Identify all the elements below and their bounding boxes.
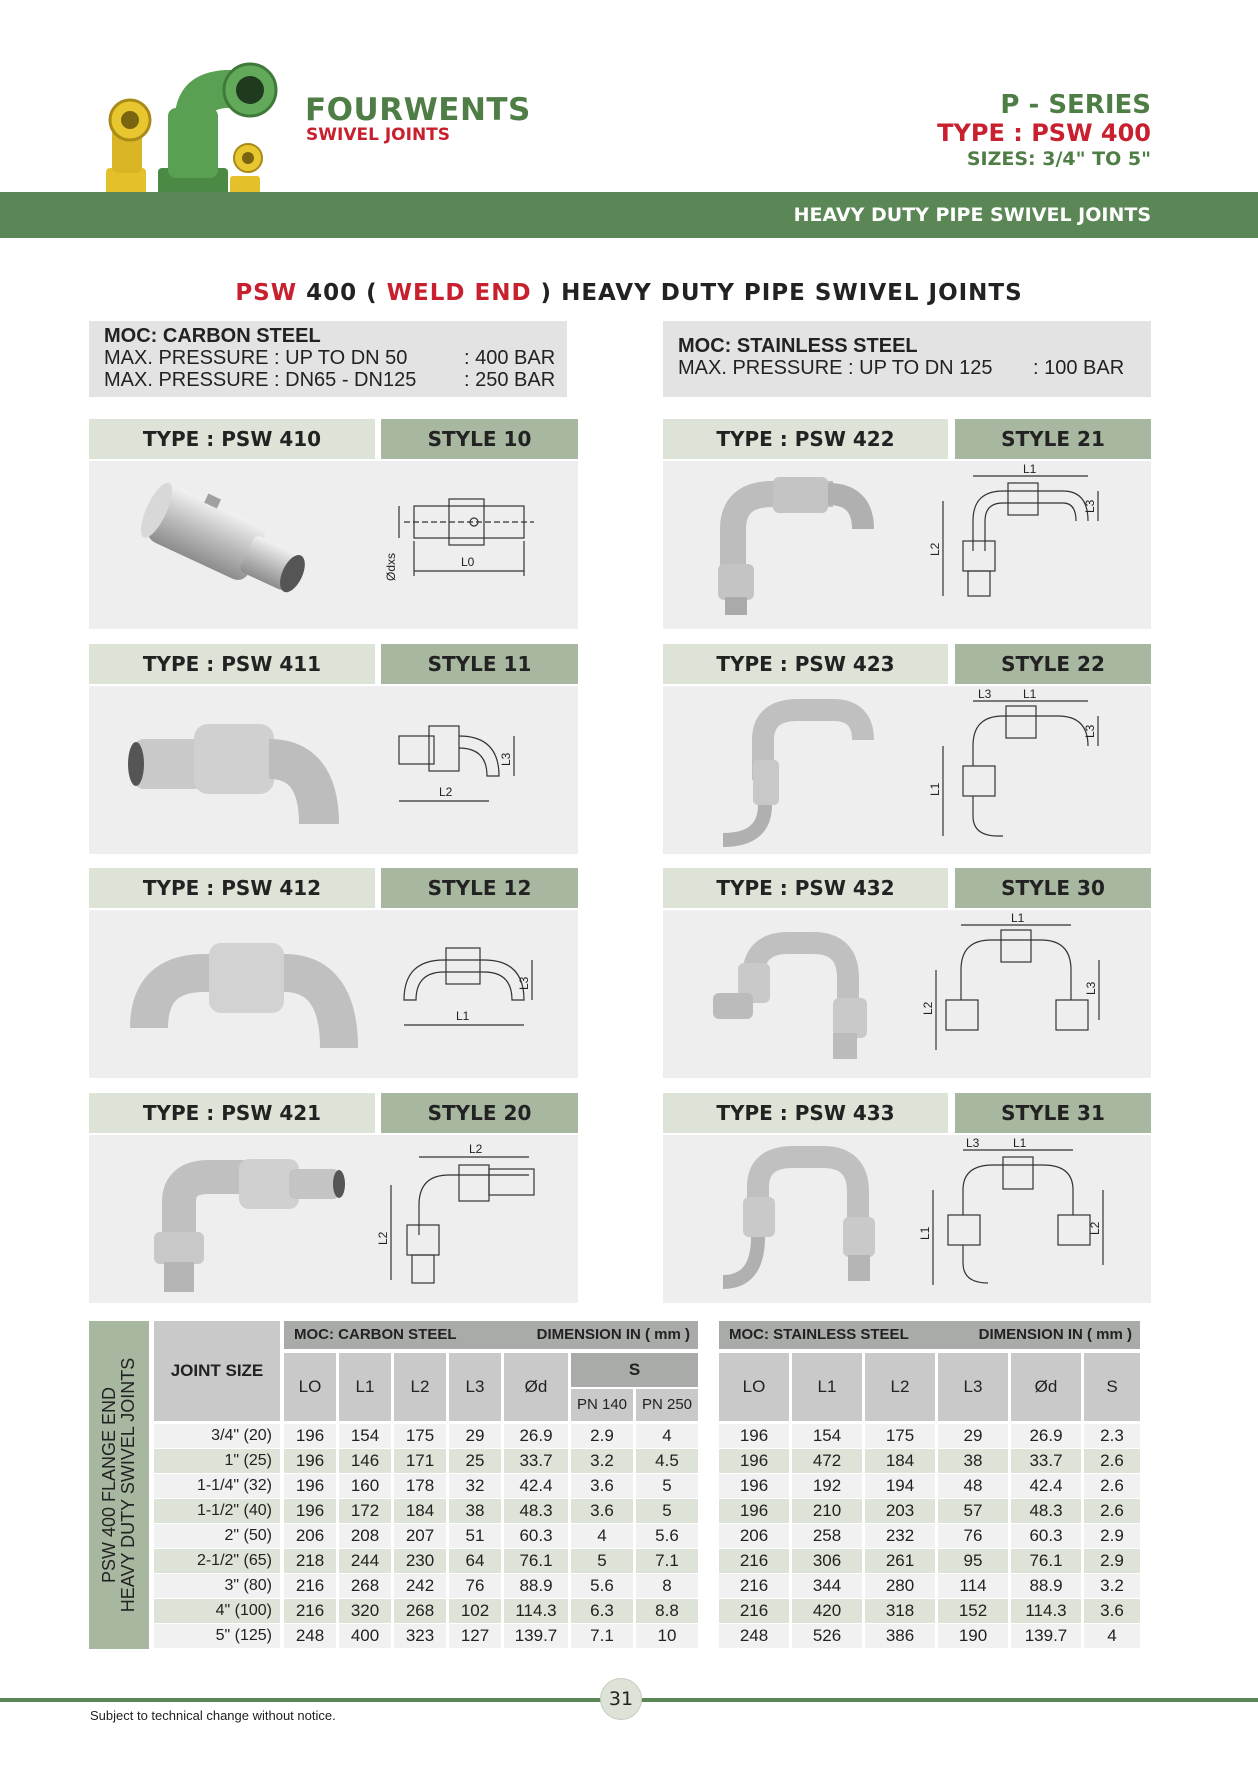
carbon-value-cell: 5 [571,1549,633,1573]
dimension-label: L3 [966,1136,980,1150]
carbon-value-cell: 178 [394,1474,446,1498]
stainless-value-cell: 2.9 [1084,1524,1140,1548]
carbon-col-header: L2 [394,1353,446,1421]
moc-stainless-row1-value: : 100 BAR [1033,357,1125,379]
carbon-value-cell: 7.1 [571,1624,633,1648]
joint-size-cell: 4" (100) [154,1599,280,1623]
stainless-value-cell: 196 [719,1424,789,1448]
carbon-value-cell: 4 [636,1424,698,1448]
s-sub-header: PN 140 [571,1389,633,1421]
dimension-label: L2 [469,1142,483,1156]
carbon-value-cell: 160 [339,1474,391,1498]
carbon-value-cell: 139.7 [504,1624,568,1648]
stainless-value-cell: 95 [938,1549,1008,1573]
stainless-col-header: L2 [865,1353,935,1421]
panel-style-label: STYLE 31 [955,1093,1151,1133]
stainless-dimension-unit: DIMENSION IN ( mm ) [978,1326,1132,1343]
stainless-value-cell: 306 [792,1549,862,1573]
title-part-rest: ) HEAVY DUTY PIPE SWIVEL JOINTS [531,280,1023,306]
carbon-value-cell: 29 [449,1424,501,1448]
dimension-label: L1 [1013,1136,1027,1150]
carbon-value-cell: 33.7 [504,1449,568,1473]
moc-stainless-heading: MOC: STAINLESS STEEL [678,335,918,357]
stainless-value-cell: 318 [865,1599,935,1623]
stainless-value-cell: 60.3 [1011,1524,1081,1548]
header-band-text: HEAVY DUTY PIPE SWIVEL JOINTS [793,204,1151,226]
joint-size-cell: 2" (50) [154,1524,280,1548]
moc-carbon-heading: MOC: CARBON STEEL [104,325,321,347]
carbon-value-cell: 154 [339,1424,391,1448]
dimension-label: Ødxs [384,552,398,581]
panel-type-label: TYPE : PSW 421 [89,1093,375,1133]
stainless-value-cell: 33.7 [1011,1449,1081,1473]
dimension-label: L1 [928,782,942,796]
series-sizes: SIZES: 3/4" TO 5" [966,148,1151,170]
stainless-value-cell: 192 [792,1474,862,1498]
stainless-value-cell: 2.9 [1084,1549,1140,1573]
carbon-value-cell: 25 [449,1449,501,1473]
technical-drawing [384,481,549,601]
carbon-value-cell: 268 [394,1599,446,1623]
stainless-value-cell: 216 [719,1549,789,1573]
carbon-value-cell: 216 [284,1599,336,1623]
stainless-value-cell: 152 [938,1599,1008,1623]
dimension-label: L0 [461,555,475,569]
carbon-value-cell: 38 [449,1499,501,1523]
carbon-value-cell: 206 [284,1524,336,1548]
stainless-value-cell: 420 [792,1599,862,1623]
stainless-col-header: L3 [938,1353,1008,1421]
dimension-label: L2 [439,785,453,799]
carbon-value-cell: 4.5 [636,1449,698,1473]
panel-body [89,1135,578,1303]
carbon-value-cell: 5 [636,1474,698,1498]
moc-stainless-row1-label: MAX. PRESSURE : UP TO DN 125 [678,357,993,379]
stainless-value-cell: 3.2 [1084,1574,1140,1598]
dimension-label: L1 [456,1009,470,1023]
carbon-value-cell: 248 [284,1624,336,1648]
product-photo [139,1137,359,1297]
stainless-value-cell: 139.7 [1011,1624,1081,1648]
stainless-value-cell: 196 [719,1499,789,1523]
panel-type-label: TYPE : PSW 411 [89,644,375,684]
stainless-value-cell: 190 [938,1624,1008,1648]
carbon-value-cell: 207 [394,1524,446,1548]
carbon-value-cell: 42.4 [504,1474,568,1498]
panel-type-label: TYPE : PSW 423 [663,644,948,684]
moc-carbon-row2-label: MAX. PRESSURE : DN65 - DN125 [104,369,417,391]
stainless-value-cell: 203 [865,1499,935,1523]
dimension-label: L2 [376,1231,390,1245]
brand-subtitle: SWIVEL JOINTS [306,125,451,145]
carbon-value-cell: 323 [394,1624,446,1648]
stainless-value-cell: 184 [865,1449,935,1473]
carbon-value-cell: 4 [571,1524,633,1548]
carbon-value-cell: 196 [284,1449,336,1473]
technical-drawing [389,706,549,826]
carbon-value-cell: 10 [636,1624,698,1648]
carbon-value-cell: 5.6 [636,1524,698,1548]
panel-style-label: STYLE 21 [955,419,1151,459]
panel-style-label: STYLE 11 [381,644,578,684]
joint-size-cell: 2-1/2" (65) [154,1549,280,1573]
carbon-value-cell: 3.6 [571,1474,633,1498]
panel-style-label: STYLE 12 [381,868,578,908]
stainless-value-cell: 175 [865,1424,935,1448]
carbon-value-cell: 26.9 [504,1424,568,1448]
carbon-value-cell: 5.6 [571,1574,633,1598]
joint-size-cell: 1-1/2" (40) [154,1499,280,1523]
stainless-value-cell: 261 [865,1549,935,1573]
moc-carbon-row1-label: MAX. PRESSURE : UP TO DN 50 [104,347,408,369]
panel-type-label: TYPE : PSW 422 [663,419,948,459]
carbon-value-cell: 244 [339,1549,391,1573]
carbon-value-cell: 242 [394,1574,446,1598]
carbon-value-cell: 114.3 [504,1599,568,1623]
stainless-value-cell: 472 [792,1449,862,1473]
stainless-value-cell: 280 [865,1574,935,1598]
stainless-value-cell: 48.3 [1011,1499,1081,1523]
stainless-value-cell: 154 [792,1424,862,1448]
panel-body [663,686,1151,854]
title-part-400: 400 ( [297,280,387,306]
stainless-value-cell: 38 [938,1449,1008,1473]
series-title: P - SERIES [1000,90,1151,120]
stainless-value-cell: 42.4 [1011,1474,1081,1498]
product-photo [703,918,903,1068]
stainless-value-cell: 29 [938,1424,1008,1448]
carbon-value-cell: 64 [449,1549,501,1573]
stainless-col-header: L1 [792,1353,862,1421]
carbon-value-cell: 196 [284,1499,336,1523]
dimension-label: L1 [918,1226,932,1240]
dimension-label: L3 [1084,981,1098,995]
joint-size-cell: 5" (125) [154,1624,280,1648]
panel-type-label: TYPE : PSW 412 [89,868,375,908]
technical-drawing [921,910,1111,1070]
joint-size-cell: 1-1/4" (32) [154,1474,280,1498]
title-part-psw: PSW [235,280,298,306]
carbon-value-cell: 216 [284,1574,336,1598]
carbon-value-cell: 2.9 [571,1424,633,1448]
joint-size-header: JOINT SIZE [154,1321,280,1421]
moc-stainless-box [663,321,1151,397]
panel-body [663,461,1151,629]
stainless-value-cell: 216 [719,1574,789,1598]
moc-carbon-row2-value: : 250 BAR [464,369,556,391]
carbon-value-cell: 8 [636,1574,698,1598]
carbon-col-header: L1 [339,1353,391,1421]
table-side-label-line2: HEAVY DUTY SWIVEL JOINTS [118,1357,138,1613]
page-title [0,280,1258,306]
stainless-value-cell: 114 [938,1574,1008,1598]
panel-body [89,686,578,854]
stainless-value-cell: 196 [719,1449,789,1473]
stainless-value-cell: 76 [938,1524,1008,1548]
title-part-weld-end: WELD END [386,280,532,306]
carbon-value-cell: 88.9 [504,1574,568,1598]
stainless-value-cell: 232 [865,1524,935,1548]
carbon-value-cell: 172 [339,1499,391,1523]
stainless-value-cell: 194 [865,1474,935,1498]
technical-drawing [923,461,1103,621]
stainless-value-cell: 526 [792,1624,862,1648]
stainless-col-header: LO [719,1353,789,1421]
stainless-value-cell: 210 [792,1499,862,1523]
carbon-dimension-unit: DIMENSION IN ( mm ) [536,1326,690,1343]
product-photo [124,694,344,844]
carbon-value-cell: 230 [394,1549,446,1573]
panel-psw-422 [663,419,1151,629]
panel-type-label: TYPE : PSW 433 [663,1093,948,1133]
dimension-label: L3 [978,687,992,701]
product-photo [129,469,329,619]
carbon-value-cell: 7.1 [636,1549,698,1573]
stainless-value-cell: 3.6 [1084,1599,1140,1623]
panel-style-label: STYLE 22 [955,644,1151,684]
stainless-value-cell: 216 [719,1599,789,1623]
technical-drawing [376,1135,559,1295]
product-photo [129,918,359,1068]
panel-type-label: TYPE : PSW 410 [89,419,375,459]
dimension-label: L2 [921,1001,935,1015]
panel-psw-423 [663,644,1151,854]
stainless-value-cell: 76.1 [1011,1549,1081,1573]
joint-size-cell: 3/4" (20) [154,1424,280,1448]
table-side-label [100,1358,138,1612]
panel-body [89,910,578,1078]
carbon-value-cell: 48.3 [504,1499,568,1523]
dimension-label: L3 [1083,724,1097,738]
moc-carbon-box [89,321,567,397]
carbon-value-cell: 3.2 [571,1449,633,1473]
carbon-col-header: LO [284,1353,336,1421]
stainless-value-cell: 386 [865,1624,935,1648]
dimension-label: L1 [1023,687,1037,701]
brand-name: FOURWENTS [305,92,531,128]
stainless-value-cell: 26.9 [1011,1424,1081,1448]
table-side-label-line1: PSW 400 FLANGE END [99,1386,119,1584]
stainless-steel-title: MOC: STAINLESS STEEL [729,1326,909,1343]
stainless-value-cell: 2.6 [1084,1474,1140,1498]
stainless-value-cell: 57 [938,1499,1008,1523]
stainless-value-cell: 2.6 [1084,1449,1140,1473]
carbon-value-cell: 5 [636,1499,698,1523]
carbon-value-cell: 8.8 [636,1599,698,1623]
carbon-value-cell: 175 [394,1424,446,1448]
product-photo [713,469,913,619]
carbon-col-header: Ød [504,1353,568,1421]
stainless-value-cell: 48 [938,1474,1008,1498]
joint-size-cell: 1" (25) [154,1449,280,1473]
stainless-value-cell: 2.3 [1084,1424,1140,1448]
carbon-value-cell: 268 [339,1574,391,1598]
carbon-value-cell: 218 [284,1549,336,1573]
carbon-steel-header [284,1321,698,1349]
dimension-table [154,1321,1150,1649]
carbon-col-header: L3 [449,1353,501,1421]
footer-note: Subject to technical change without notice. [90,1708,336,1723]
series-type: TYPE : PSW 400 [937,119,1151,147]
carbon-value-cell: 196 [284,1474,336,1498]
carbon-value-cell: 184 [394,1499,446,1523]
stainless-value-cell: 4 [1084,1624,1140,1648]
panel-body [663,1135,1151,1303]
panel-type-label: TYPE : PSW 432 [663,868,948,908]
carbon-value-cell: 76.1 [504,1549,568,1573]
stainless-value-cell: 114.3 [1011,1599,1081,1623]
technical-drawing [384,930,544,1050]
stainless-value-cell: 196 [719,1474,789,1498]
carbon-value-cell: 208 [339,1524,391,1548]
panel-psw-411 [89,644,578,854]
carbon-value-cell: 3.6 [571,1499,633,1523]
stainless-value-cell: 248 [719,1624,789,1648]
moc-carbon-row1-value: : 400 BAR [464,347,556,369]
technical-drawing [918,1135,1113,1295]
stainless-col-header: Ød [1011,1353,1081,1421]
dimension-label: L2 [1088,1221,1102,1235]
panel-style-label: STYLE 10 [381,419,578,459]
stainless-value-cell: 206 [719,1524,789,1548]
dimension-label: L1 [1023,462,1037,476]
carbon-value-cell: 102 [449,1599,501,1623]
stainless-value-cell: 2.6 [1084,1499,1140,1523]
panel-style-label: STYLE 20 [381,1093,578,1133]
panel-body [89,461,578,629]
panel-psw-421 [89,1093,578,1303]
carbon-value-cell: 60.3 [504,1524,568,1548]
dimension-label: L3 [499,752,513,766]
carbon-value-cell: 51 [449,1524,501,1548]
stainless-col-header: S [1084,1353,1140,1421]
product-photo [703,690,903,850]
product-photo [708,1137,908,1297]
carbon-value-cell: 76 [449,1574,501,1598]
stainless-value-cell: 88.9 [1011,1574,1081,1598]
panel-psw-432 [663,868,1151,1078]
stainless-value-cell: 258 [792,1524,862,1548]
carbon-value-cell: 196 [284,1424,336,1448]
technical-drawing [918,686,1108,846]
dimension-label: L3 [1083,499,1097,513]
s-sub-header: PN 250 [636,1389,698,1421]
carbon-value-cell: 32 [449,1474,501,1498]
carbon-steel-title: MOC: CARBON STEEL [294,1326,457,1343]
carbon-value-cell: 400 [339,1624,391,1648]
dimension-label: L1 [1011,911,1025,925]
carbon-value-cell: 320 [339,1599,391,1623]
carbon-value-cell: 171 [394,1449,446,1473]
dimension-label: L3 [517,976,531,990]
carbon-value-cell: 146 [339,1449,391,1473]
panel-psw-410 [89,419,578,629]
page-number: 31 [600,1678,642,1720]
panel-style-label: STYLE 30 [955,868,1151,908]
panel-psw-433 [663,1093,1151,1303]
dimension-label: L2 [928,542,942,556]
carbon-value-cell: 6.3 [571,1599,633,1623]
panel-psw-412 [89,868,578,1078]
panel-body [663,910,1151,1078]
joint-size-cell: 3" (80) [154,1574,280,1598]
stainless-value-cell: 344 [792,1574,862,1598]
s-header: S [571,1353,698,1387]
carbon-value-cell: 127 [449,1624,501,1648]
stainless-steel-header [719,1321,1140,1349]
